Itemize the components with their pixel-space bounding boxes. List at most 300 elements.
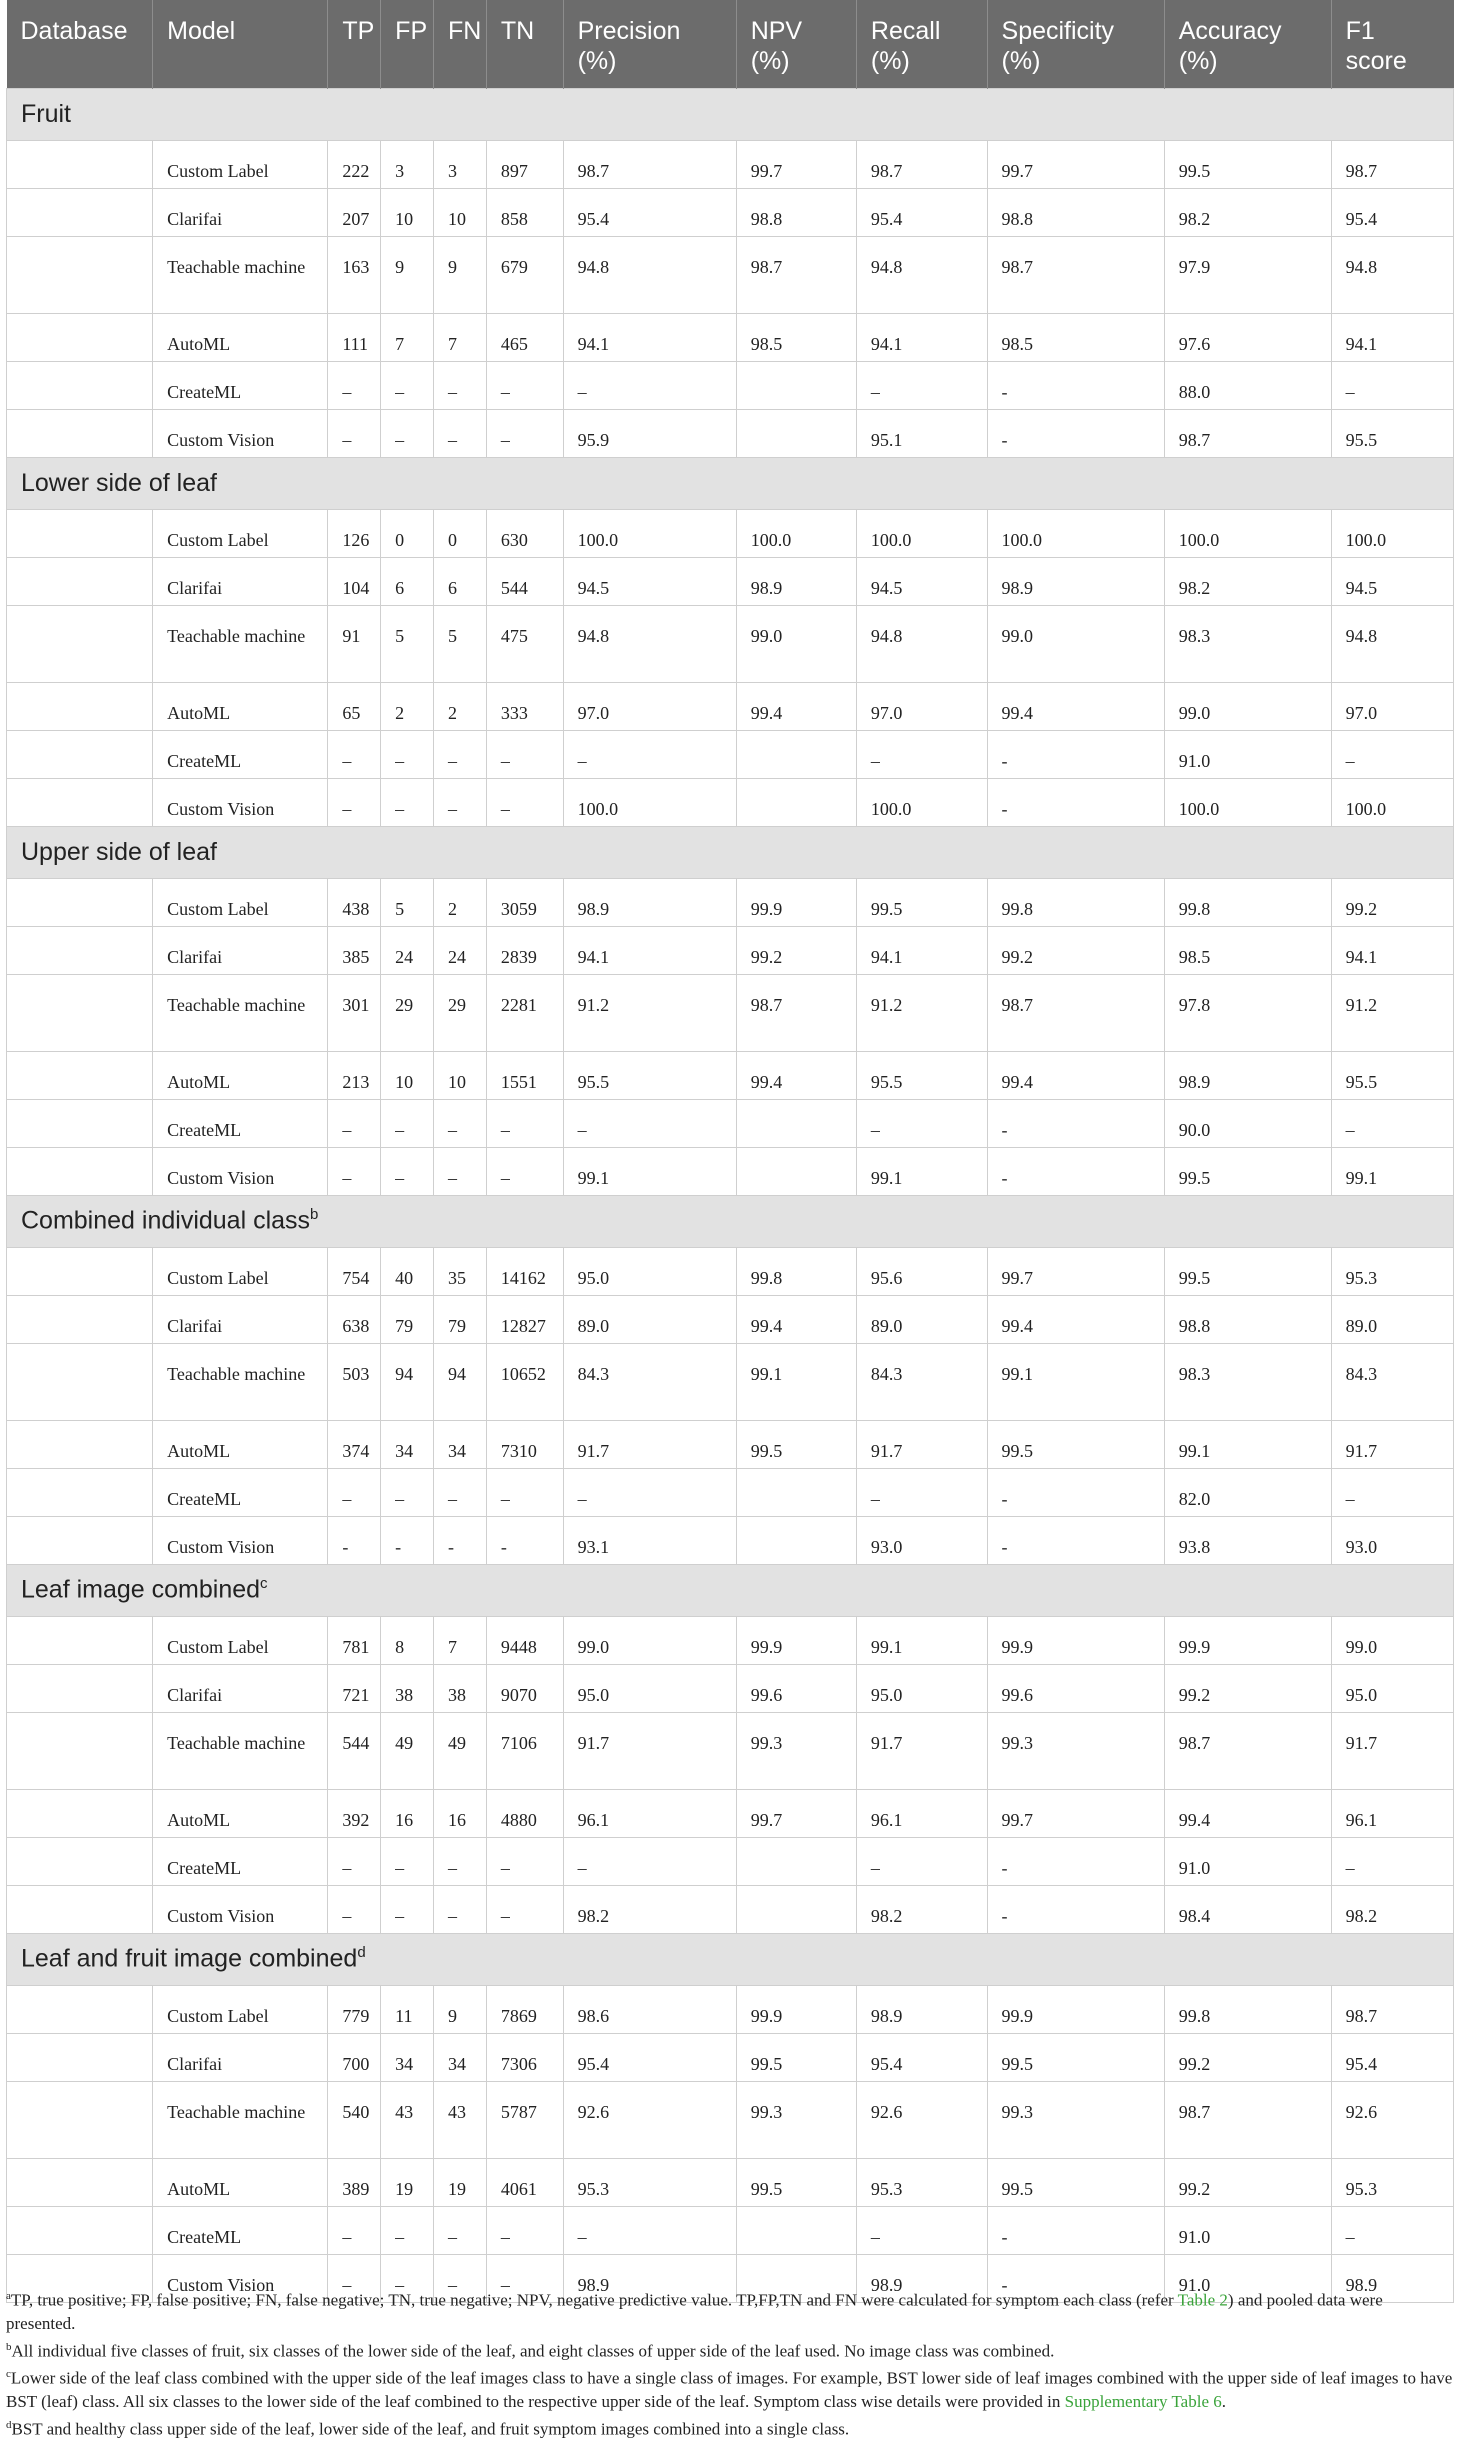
metric-cell: – xyxy=(434,2206,487,2254)
database-cell xyxy=(7,188,153,236)
metric-cell: 12827 xyxy=(486,1295,563,1343)
metric-cell: 34 xyxy=(434,1420,487,1468)
metric-cell: 9070 xyxy=(486,1664,563,1712)
database-cell xyxy=(7,236,153,313)
metric-cell: - xyxy=(486,1516,563,1564)
model-name-cell: Custom Label xyxy=(153,878,328,926)
metric-cell: 100.0 xyxy=(1164,778,1331,826)
metric-cell: 84.3 xyxy=(1331,1343,1453,1420)
metric-cell: – xyxy=(434,361,487,409)
metric-cell: 98.9 xyxy=(563,2254,736,2302)
metric-cell: 94.1 xyxy=(856,926,987,974)
model-name-cell: AutoML xyxy=(153,313,328,361)
model-name-cell: Clarifai xyxy=(153,1664,328,1712)
table-row xyxy=(7,2206,1454,2254)
metric-cell: 99.0 xyxy=(987,605,1164,682)
metric-cell: 98.7 xyxy=(736,236,856,313)
metric-cell: 91.7 xyxy=(1331,1420,1453,1468)
metric-cell: – xyxy=(1331,1837,1453,1885)
metric-cell: 79 xyxy=(434,1295,487,1343)
model-name-cell: Custom Vision xyxy=(153,1885,328,1933)
metric-cell: 9 xyxy=(381,236,434,313)
metric-cell: 90.0 xyxy=(1164,1099,1331,1147)
database-cell xyxy=(7,509,153,557)
database-cell xyxy=(7,2206,153,2254)
metric-cell: 94.1 xyxy=(856,313,987,361)
group-title xyxy=(7,88,1454,140)
metric-cell: 3 xyxy=(434,140,487,188)
database-cell xyxy=(7,926,153,974)
metric-cell xyxy=(736,778,856,826)
model-name-cell: Teachable machine xyxy=(153,2081,328,2158)
metric-cell: 897 xyxy=(486,140,563,188)
metric-cell: – xyxy=(434,730,487,778)
table-row xyxy=(7,557,1454,605)
group-title xyxy=(7,1933,1454,1985)
group-header-row xyxy=(7,826,1454,878)
metric-cell: 10652 xyxy=(486,1343,563,1420)
model-name-cell: AutoML xyxy=(153,1420,328,1468)
metric-cell: 93.0 xyxy=(1331,1516,1453,1564)
metric-cell: 1551 xyxy=(486,1051,563,1099)
metric-cell: 10 xyxy=(434,1051,487,1099)
metric-cell: 14162 xyxy=(486,1247,563,1295)
metric-cell: – xyxy=(856,361,987,409)
metric-cell xyxy=(736,361,856,409)
metric-cell xyxy=(736,2206,856,2254)
metric-cell: 94.1 xyxy=(1331,926,1453,974)
footnote-text: All individual five classes of fruit, six classes of the lower side of the leaf, and eight classes of upper side of the leaf used. No image class was combined. xyxy=(11,2341,1055,2361)
metric-cell: 91.0 xyxy=(1164,2206,1331,2254)
metric-cell: 95.4 xyxy=(563,188,736,236)
table-row xyxy=(7,236,1454,313)
database-cell xyxy=(7,2158,153,2206)
table-row xyxy=(7,1295,1454,1343)
metric-cell: 438 xyxy=(328,878,381,926)
metric-cell: 98.8 xyxy=(736,188,856,236)
footnote-text: . xyxy=(1221,2391,1226,2411)
metric-cell: 2281 xyxy=(486,974,563,1051)
database-cell xyxy=(7,1468,153,1516)
metric-cell: – xyxy=(856,2206,987,2254)
metric-cell: – xyxy=(1331,2206,1453,2254)
metric-cell: 94 xyxy=(381,1343,434,1420)
metric-cell: - xyxy=(434,1516,487,1564)
database-cell xyxy=(7,1147,153,1195)
footnote-ref: c xyxy=(260,1575,268,1593)
metric-cell: 95.3 xyxy=(1331,2158,1453,2206)
metric-cell: - xyxy=(987,1468,1164,1516)
metric-cell: – xyxy=(486,1099,563,1147)
header-row xyxy=(7,0,1454,88)
metric-cell: 98.8 xyxy=(987,188,1164,236)
metric-cell: 98.5 xyxy=(1164,926,1331,974)
metric-cell: – xyxy=(434,1468,487,1516)
metric-cell: 99.1 xyxy=(856,1147,987,1195)
column-header: NPV (%) xyxy=(736,0,856,88)
column-header: FN xyxy=(434,0,487,88)
metric-cell: 96.1 xyxy=(856,1789,987,1837)
metric-cell: – xyxy=(381,409,434,457)
database-cell xyxy=(7,778,153,826)
metric-cell: 99.3 xyxy=(987,2081,1164,2158)
metric-cell: 95.5 xyxy=(563,1051,736,1099)
metric-cell: 94.8 xyxy=(856,236,987,313)
group-title xyxy=(7,457,1454,509)
table-row xyxy=(7,1789,1454,1837)
model-name-cell: AutoML xyxy=(153,1051,328,1099)
metric-cell: 2 xyxy=(434,682,487,730)
group-name: Leaf image combined xyxy=(21,1575,261,1604)
metric-cell: 99.6 xyxy=(987,1664,1164,1712)
metric-cell: 99.7 xyxy=(987,1247,1164,1295)
model-name-cell: Custom Label xyxy=(153,509,328,557)
metric-cell: – xyxy=(563,2206,736,2254)
metric-cell: 3059 xyxy=(486,878,563,926)
model-name-cell: Clarifai xyxy=(153,557,328,605)
metric-cell: 96.1 xyxy=(563,1789,736,1837)
table-row xyxy=(7,1468,1454,1516)
database-cell xyxy=(7,2033,153,2081)
metric-cell: 99.5 xyxy=(1164,1147,1331,1195)
table-row xyxy=(7,1099,1454,1147)
metric-cell: 99.7 xyxy=(987,140,1164,188)
metric-cell: - xyxy=(987,778,1164,826)
database-cell xyxy=(7,409,153,457)
table-row xyxy=(7,361,1454,409)
column-header: Precision (%) xyxy=(563,0,736,88)
metric-cell: – xyxy=(563,1099,736,1147)
metric-cell: 100.0 xyxy=(1331,778,1453,826)
model-name-cell: CreateML xyxy=(153,1468,328,1516)
metric-cell: 858 xyxy=(486,188,563,236)
metric-cell: 5 xyxy=(434,605,487,682)
metric-cell: - xyxy=(987,1099,1164,1147)
footnote-d xyxy=(6,2414,1454,2441)
metric-cell: 97.0 xyxy=(1331,682,1453,730)
metric-cell: 99.9 xyxy=(736,878,856,926)
metric-cell: 99.7 xyxy=(736,1789,856,1837)
metric-cell: 91.0 xyxy=(1164,2254,1331,2302)
table-row xyxy=(7,1837,1454,1885)
metric-cell: 16 xyxy=(434,1789,487,1837)
metric-cell: 19 xyxy=(434,2158,487,2206)
metric-cell: 95.5 xyxy=(1331,1051,1453,1099)
metric-cell: - xyxy=(987,730,1164,778)
metric-cell: 95.4 xyxy=(1331,2033,1453,2081)
metric-cell: – xyxy=(434,409,487,457)
metric-cell: 96.1 xyxy=(1331,1789,1453,1837)
model-name-cell: Clarifai xyxy=(153,188,328,236)
metric-cell: 98.5 xyxy=(987,313,1164,361)
group-title xyxy=(7,1564,1454,1616)
metric-cell: 38 xyxy=(434,1664,487,1712)
metric-cell: 9448 xyxy=(486,1616,563,1664)
model-name-cell: Custom Label xyxy=(153,1247,328,1295)
group-name: Leaf and fruit image combined xyxy=(21,1944,358,1973)
column-header: Specificity (%) xyxy=(987,0,1164,88)
group-header-row xyxy=(7,457,1454,509)
column-header: TN xyxy=(486,0,563,88)
metric-cell: – xyxy=(434,1099,487,1147)
metric-cell: – xyxy=(328,2254,381,2302)
group-title xyxy=(7,1195,1454,1247)
metric-cell: – xyxy=(563,1468,736,1516)
database-cell xyxy=(7,140,153,188)
metric-cell: 98.3 xyxy=(1164,605,1331,682)
metric-cell: 99.5 xyxy=(987,2033,1164,2081)
metric-cell: 91.2 xyxy=(1331,974,1453,1051)
table-row xyxy=(7,1664,1454,1712)
footnote-text: ) and pooled data were presented. xyxy=(6,2290,1383,2333)
metric-cell xyxy=(736,1885,856,1933)
table-2-link[interactable]: Table 2 xyxy=(1177,2290,1228,2310)
model-name-cell: CreateML xyxy=(153,1837,328,1885)
metric-cell: – xyxy=(486,1837,563,1885)
metric-cell: – xyxy=(563,730,736,778)
metric-cell: – xyxy=(486,1468,563,1516)
table-row xyxy=(7,1051,1454,1099)
metric-cell: 126 xyxy=(328,509,381,557)
metric-cell: 95.5 xyxy=(1331,409,1453,457)
metric-cell: 98.2 xyxy=(856,1885,987,1933)
metric-cell: – xyxy=(486,1147,563,1195)
metric-cell: 95.0 xyxy=(563,1247,736,1295)
metric-cell: 4061 xyxy=(486,2158,563,2206)
metric-cell: 95.0 xyxy=(856,1664,987,1712)
metric-cell: 98.9 xyxy=(563,878,736,926)
metric-cell: 781 xyxy=(328,1616,381,1664)
footnote-mark: c xyxy=(6,2368,11,2381)
model-name-cell: Custom Vision xyxy=(153,778,328,826)
column-header: FP xyxy=(381,0,434,88)
metric-cell: 5 xyxy=(381,878,434,926)
metric-cell: 100.0 xyxy=(987,509,1164,557)
metric-cell: – xyxy=(856,1468,987,1516)
metric-cell: – xyxy=(328,1099,381,1147)
metric-cell: 94.1 xyxy=(563,926,736,974)
metric-cell: 301 xyxy=(328,974,381,1051)
metric-cell: 99.3 xyxy=(736,2081,856,2158)
metric-cell: 100.0 xyxy=(1331,509,1453,557)
metric-cell: - xyxy=(328,1516,381,1564)
metric-cell: 2839 xyxy=(486,926,563,974)
metric-cell: – xyxy=(486,1885,563,1933)
group-name: Lower side of leaf xyxy=(21,468,217,497)
metric-cell: 95.0 xyxy=(563,1664,736,1712)
metric-cell: 99.2 xyxy=(736,926,856,974)
metric-cell: – xyxy=(381,1468,434,1516)
model-name-cell: Clarifai xyxy=(153,1295,328,1343)
metric-cell: 99.2 xyxy=(1331,878,1453,926)
metric-cell: 97.0 xyxy=(563,682,736,730)
metric-cell: – xyxy=(434,778,487,826)
metric-cell: – xyxy=(486,361,563,409)
metric-cell: 94.1 xyxy=(1331,313,1453,361)
metric-cell: 95.0 xyxy=(1331,1664,1453,1712)
metric-cell: – xyxy=(328,409,381,457)
metric-cell: 95.6 xyxy=(856,1247,987,1295)
table-header xyxy=(7,0,1454,88)
metric-cell: – xyxy=(328,730,381,778)
database-cell xyxy=(7,1343,153,1420)
metric-cell: 94.5 xyxy=(563,557,736,605)
metric-cell: 98.9 xyxy=(987,557,1164,605)
metric-cell: 98.2 xyxy=(1331,1885,1453,1933)
metric-cell: - xyxy=(987,361,1164,409)
metric-cell: 98.7 xyxy=(1331,140,1453,188)
database-cell xyxy=(7,1420,153,1468)
metric-cell: – xyxy=(856,730,987,778)
metric-cell: 94.5 xyxy=(856,557,987,605)
column-header: Database xyxy=(7,0,153,88)
metric-cell: 94.1 xyxy=(563,313,736,361)
footnote-text: Lower side of the leaf class combined with the upper side of the leaf images class to have a single class of images. For example, BST lower side of leaf images combined with the upper side of leaf images to have BST (leaf) class. All six classes to the lower side of the leaf combined to the respective upper side of the leaf. Symptom class wise details were provided in xyxy=(6,2368,1453,2411)
metric-cell: 5 xyxy=(381,605,434,682)
table-row xyxy=(7,926,1454,974)
metric-cell: 91.7 xyxy=(563,1712,736,1789)
metric-cell: 111 xyxy=(328,313,381,361)
metric-cell: 65 xyxy=(328,682,381,730)
metric-cell: 374 xyxy=(328,1420,381,1468)
metric-cell: 98.8 xyxy=(1164,1295,1331,1343)
metric-cell: 754 xyxy=(328,1247,381,1295)
metric-cell: 97.9 xyxy=(1164,236,1331,313)
metric-cell: 10 xyxy=(381,1051,434,1099)
metric-cell: 98.9 xyxy=(856,1985,987,2033)
footnote-mark: d xyxy=(6,2418,12,2431)
metric-cell: 100.0 xyxy=(856,778,987,826)
database-cell xyxy=(7,361,153,409)
metric-cell: 91.7 xyxy=(563,1420,736,1468)
database-cell xyxy=(7,1712,153,1789)
model-name-cell: Teachable machine xyxy=(153,1712,328,1789)
metric-cell: 99.4 xyxy=(736,1051,856,1099)
table-row xyxy=(7,1885,1454,1933)
metric-cell: 95.3 xyxy=(856,2158,987,2206)
metric-cell: - xyxy=(987,1516,1164,1564)
metric-cell: 679 xyxy=(486,236,563,313)
metric-cell: 93.1 xyxy=(563,1516,736,1564)
metric-cell: 84.3 xyxy=(856,1343,987,1420)
metric-cell: 99.6 xyxy=(736,1664,856,1712)
metric-cell: 99.4 xyxy=(1164,1789,1331,1837)
metric-cell: 99.5 xyxy=(1164,140,1331,188)
metric-cell: 99.9 xyxy=(1164,1616,1331,1664)
metric-cell: 49 xyxy=(434,1712,487,1789)
metric-cell: – xyxy=(381,361,434,409)
metric-cell: 98.7 xyxy=(1331,1985,1453,2033)
model-name-cell: CreateML xyxy=(153,1099,328,1147)
metric-cell: 91.7 xyxy=(856,1712,987,1789)
metric-cell: 7 xyxy=(434,1616,487,1664)
metric-cell: – xyxy=(486,2206,563,2254)
metric-cell: – xyxy=(434,1147,487,1195)
metric-cell: 94.8 xyxy=(563,236,736,313)
metric-cell: 99.7 xyxy=(987,1789,1164,1837)
metric-cell: 91 xyxy=(328,605,381,682)
metric-cell: - xyxy=(987,1147,1164,1195)
metric-cell: 98.9 xyxy=(1164,1051,1331,1099)
supplementary-table-6-link[interactable]: Supplementary Table 6 xyxy=(1064,2391,1222,2411)
table-row xyxy=(7,2033,1454,2081)
metric-cell xyxy=(736,1099,856,1147)
metric-cell: 7310 xyxy=(486,1420,563,1468)
metric-cell: 11 xyxy=(381,1985,434,2033)
metric-cell: 95.4 xyxy=(563,2033,736,2081)
metric-cell: – xyxy=(328,1147,381,1195)
database-cell xyxy=(7,1789,153,1837)
metric-cell: 99.2 xyxy=(1164,2033,1331,2081)
model-name-cell: Custom Vision xyxy=(153,1147,328,1195)
metric-cell: 99.1 xyxy=(563,1147,736,1195)
metric-cell: 4880 xyxy=(486,1789,563,1837)
metric-cell: 24 xyxy=(381,926,434,974)
metric-cell: 91.7 xyxy=(856,1420,987,1468)
metric-cell xyxy=(736,1468,856,1516)
database-cell xyxy=(7,1985,153,2033)
metric-cell: 93.0 xyxy=(856,1516,987,1564)
model-name-cell: CreateML xyxy=(153,730,328,778)
metric-cell: 222 xyxy=(328,140,381,188)
model-name-cell: Custom Vision xyxy=(153,409,328,457)
database-cell xyxy=(7,1099,153,1147)
metric-cell: 7306 xyxy=(486,2033,563,2081)
column-header: Model xyxy=(153,0,328,88)
table-row xyxy=(7,188,1454,236)
results-table xyxy=(6,0,1454,2303)
database-cell xyxy=(7,1051,153,1099)
database-cell xyxy=(7,682,153,730)
model-name-cell: Custom Label xyxy=(153,140,328,188)
metric-cell: 95.4 xyxy=(856,188,987,236)
footnote-a xyxy=(6,2285,1454,2335)
metric-cell: 99.4 xyxy=(987,682,1164,730)
metric-cell: 98.7 xyxy=(563,140,736,188)
metric-cell: 91.2 xyxy=(563,974,736,1051)
metric-cell: 99.7 xyxy=(736,140,856,188)
metric-cell: – xyxy=(328,1885,381,1933)
metric-cell: 700 xyxy=(328,2033,381,2081)
group-name: Fruit xyxy=(21,99,71,128)
metric-cell: 5787 xyxy=(486,2081,563,2158)
metric-cell: 34 xyxy=(381,2033,434,2081)
metric-cell: 99.8 xyxy=(736,1247,856,1295)
metric-cell: 99.4 xyxy=(736,1295,856,1343)
metric-cell: 6 xyxy=(434,557,487,605)
metric-cell: 99.5 xyxy=(987,1420,1164,1468)
column-header: F1 score xyxy=(1331,0,1453,88)
footnote-c xyxy=(6,2363,1454,2413)
table-row xyxy=(7,778,1454,826)
metric-cell: 98.3 xyxy=(1164,1343,1331,1420)
metric-cell: 99.1 xyxy=(856,1616,987,1664)
table-row xyxy=(7,509,1454,557)
metric-cell: 91.2 xyxy=(856,974,987,1051)
metric-cell: – xyxy=(381,778,434,826)
metric-cell: 16 xyxy=(381,1789,434,1837)
metric-cell: 540 xyxy=(328,2081,381,2158)
model-name-cell: Custom Vision xyxy=(153,2254,328,2302)
database-cell xyxy=(7,1295,153,1343)
metric-cell: 98.7 xyxy=(1164,409,1331,457)
metric-cell: 99.9 xyxy=(736,1616,856,1664)
metric-cell: 93.8 xyxy=(1164,1516,1331,1564)
metric-cell: 91.0 xyxy=(1164,1837,1331,1885)
metric-cell: 721 xyxy=(328,1664,381,1712)
metric-cell: 389 xyxy=(328,2158,381,2206)
database-cell xyxy=(7,2081,153,2158)
